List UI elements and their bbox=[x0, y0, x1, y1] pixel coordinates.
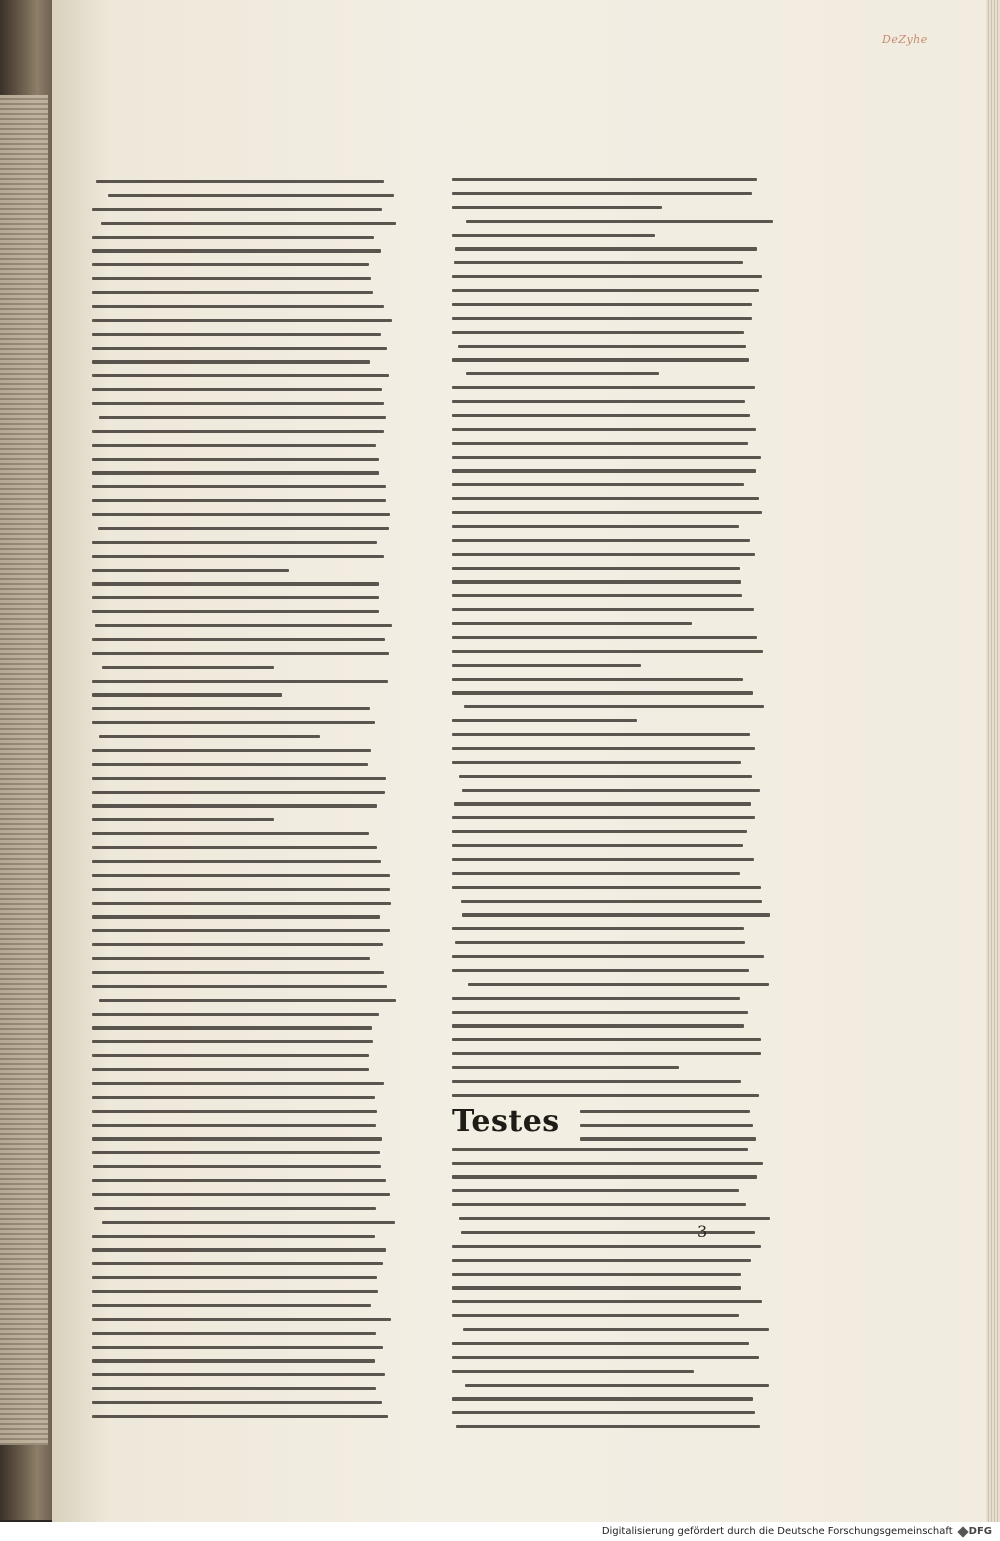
text-line bbox=[92, 1235, 375, 1238]
right-text-column bbox=[452, 178, 764, 1439]
text-line bbox=[92, 471, 379, 474]
text-line bbox=[92, 208, 382, 211]
text-line bbox=[92, 263, 369, 266]
text-line bbox=[92, 513, 390, 516]
text-line bbox=[452, 691, 753, 694]
text-line bbox=[452, 747, 755, 750]
dfg-logo bbox=[959, 1526, 992, 1537]
text-line bbox=[92, 319, 392, 322]
text-line bbox=[462, 913, 770, 916]
text-line bbox=[452, 1356, 759, 1359]
text-line bbox=[92, 902, 391, 905]
text-line bbox=[92, 1373, 385, 1376]
text-line bbox=[452, 1162, 763, 1165]
text-line bbox=[452, 858, 754, 861]
text-line bbox=[92, 707, 370, 710]
text-line bbox=[92, 1415, 388, 1418]
text-line bbox=[452, 1175, 757, 1178]
text-line bbox=[452, 553, 755, 556]
text-line bbox=[452, 192, 752, 195]
text-line bbox=[92, 1318, 391, 1321]
text-line bbox=[92, 555, 384, 558]
text-line bbox=[452, 386, 755, 389]
text-line bbox=[92, 915, 380, 918]
text-line bbox=[452, 872, 740, 875]
dfg-logo-label: DFG bbox=[968, 1526, 992, 1537]
text-line bbox=[93, 1165, 381, 1168]
text-line bbox=[99, 735, 320, 738]
text-line bbox=[452, 400, 745, 403]
text-line bbox=[92, 1262, 383, 1265]
text-line bbox=[452, 594, 742, 597]
text-line bbox=[466, 372, 660, 375]
text-line bbox=[92, 236, 374, 239]
text-line bbox=[92, 582, 379, 585]
text-line bbox=[92, 347, 387, 350]
text-line bbox=[452, 1189, 739, 1192]
text-line bbox=[452, 1273, 741, 1276]
text-line bbox=[92, 402, 384, 405]
text-line bbox=[452, 317, 752, 320]
text-line bbox=[452, 567, 740, 570]
text-line bbox=[92, 305, 384, 308]
text-line bbox=[461, 1231, 755, 1234]
text-line bbox=[452, 1011, 748, 1014]
text-line bbox=[92, 943, 383, 946]
text-line bbox=[92, 1054, 369, 1057]
text-line bbox=[92, 291, 373, 294]
text-line bbox=[92, 1124, 376, 1127]
dfg-logo-icon bbox=[957, 1526, 968, 1537]
text-line bbox=[92, 846, 377, 849]
text-line bbox=[92, 777, 386, 780]
text-line bbox=[452, 303, 752, 306]
text-line bbox=[92, 277, 371, 280]
text-line bbox=[452, 206, 662, 209]
text-line bbox=[92, 374, 389, 377]
text-line bbox=[92, 1193, 390, 1196]
text-line bbox=[452, 1342, 749, 1345]
text-line bbox=[92, 485, 386, 488]
text-line bbox=[452, 1094, 759, 1097]
text-line bbox=[92, 249, 381, 252]
text-line bbox=[452, 234, 655, 237]
text-line bbox=[92, 596, 379, 599]
text-line bbox=[459, 775, 751, 778]
left-text-column bbox=[92, 180, 392, 1429]
text-line bbox=[92, 1068, 369, 1071]
text-line bbox=[92, 749, 371, 752]
text-line bbox=[92, 832, 369, 835]
margin-stamp: DeZyhe bbox=[882, 33, 928, 46]
text-line bbox=[454, 261, 743, 264]
text-line bbox=[452, 1286, 741, 1289]
text-line bbox=[92, 1013, 379, 1016]
text-line bbox=[92, 333, 381, 336]
text-line bbox=[452, 1411, 755, 1414]
text-line bbox=[92, 1137, 382, 1140]
text-line bbox=[92, 360, 370, 363]
text-line bbox=[455, 941, 745, 944]
text-line bbox=[452, 733, 750, 736]
text-line bbox=[94, 1207, 375, 1210]
section-heading-row bbox=[452, 1103, 764, 1144]
text-line bbox=[456, 1425, 761, 1428]
text-line bbox=[465, 1384, 769, 1387]
text-line bbox=[452, 719, 637, 722]
text-line bbox=[98, 527, 389, 530]
text-line bbox=[468, 983, 769, 986]
text-line bbox=[459, 1217, 769, 1220]
text-line bbox=[92, 1096, 375, 1099]
text-line bbox=[461, 900, 762, 903]
text-line bbox=[455, 247, 757, 250]
text-line bbox=[92, 763, 368, 766]
folio-number: 3 bbox=[697, 1222, 708, 1241]
text-line bbox=[452, 1052, 761, 1055]
text-line bbox=[92, 1401, 382, 1404]
text-line bbox=[452, 1245, 761, 1248]
text-line bbox=[92, 1387, 376, 1390]
right-column-upper-text bbox=[452, 178, 764, 1097]
text-line bbox=[452, 608, 754, 611]
text-line bbox=[452, 525, 739, 528]
text-line bbox=[92, 1304, 371, 1307]
text-line bbox=[92, 985, 387, 988]
text-line bbox=[452, 622, 692, 625]
text-line bbox=[92, 680, 388, 683]
text-line bbox=[452, 678, 743, 681]
text-line bbox=[452, 886, 761, 889]
text-line bbox=[92, 971, 384, 974]
text-line bbox=[462, 789, 760, 792]
footer-text: Digitalisierung gefördert durch die Deutsche Forschungsgemeinschaft bbox=[601, 1526, 953, 1537]
text-line bbox=[452, 469, 756, 472]
left-page-edge bbox=[0, 95, 48, 1445]
text-line bbox=[452, 997, 740, 1000]
text-line bbox=[452, 539, 750, 542]
text-line bbox=[580, 1110, 750, 1113]
text-line bbox=[92, 721, 375, 724]
text-line bbox=[580, 1124, 753, 1127]
section-heading: Testes bbox=[452, 1103, 560, 1139]
text-line bbox=[92, 499, 386, 502]
text-line bbox=[102, 1221, 395, 1224]
text-line bbox=[452, 1148, 748, 1151]
text-line bbox=[452, 830, 747, 833]
text-line bbox=[463, 1328, 769, 1331]
text-line bbox=[452, 580, 741, 583]
text-line bbox=[92, 444, 376, 447]
text-line bbox=[92, 929, 390, 932]
text-line bbox=[92, 804, 377, 807]
text-line bbox=[92, 388, 382, 391]
text-line bbox=[452, 955, 764, 958]
text-line bbox=[92, 1179, 386, 1182]
text-line bbox=[92, 874, 390, 877]
text-line bbox=[452, 1024, 744, 1027]
text-line bbox=[580, 1137, 756, 1140]
text-line bbox=[92, 610, 379, 613]
text-line bbox=[452, 1066, 679, 1069]
text-line bbox=[92, 791, 385, 794]
text-line bbox=[452, 289, 759, 292]
text-line bbox=[452, 761, 741, 764]
text-line bbox=[454, 802, 750, 805]
text-line bbox=[452, 650, 763, 653]
text-line bbox=[452, 456, 761, 459]
text-line bbox=[452, 275, 762, 278]
text-line bbox=[452, 1203, 746, 1206]
text-line bbox=[458, 345, 745, 348]
text-line bbox=[452, 844, 743, 847]
text-line bbox=[92, 1082, 384, 1085]
text-line bbox=[92, 693, 282, 696]
text-line bbox=[92, 1332, 376, 1335]
text-line bbox=[452, 178, 757, 181]
text-line bbox=[92, 458, 379, 461]
text-line bbox=[452, 1080, 741, 1083]
text-line bbox=[92, 1346, 383, 1349]
text-line bbox=[92, 888, 390, 891]
text-line bbox=[452, 1370, 694, 1373]
text-line bbox=[92, 1110, 377, 1113]
text-line bbox=[92, 652, 389, 655]
text-line bbox=[92, 1040, 373, 1043]
text-line bbox=[452, 428, 756, 431]
text-line bbox=[96, 180, 384, 183]
text-line bbox=[452, 442, 748, 445]
footer-bar bbox=[0, 1522, 1000, 1541]
text-line bbox=[452, 816, 755, 819]
text-line bbox=[92, 1151, 380, 1154]
text-line bbox=[452, 331, 744, 334]
text-line bbox=[92, 1276, 377, 1279]
text-line bbox=[92, 569, 289, 572]
page-fore-edge bbox=[986, 0, 1000, 1522]
text-line bbox=[95, 624, 393, 627]
text-line bbox=[466, 220, 773, 223]
text-line bbox=[452, 358, 749, 361]
text-line bbox=[99, 416, 386, 419]
text-line bbox=[99, 999, 396, 1002]
text-line bbox=[92, 430, 384, 433]
text-line bbox=[452, 1314, 739, 1317]
text-line bbox=[452, 414, 750, 417]
text-line bbox=[452, 1397, 753, 1400]
text-line bbox=[92, 1026, 372, 1029]
text-line bbox=[452, 1300, 762, 1303]
text-line bbox=[452, 483, 744, 486]
text-line bbox=[452, 664, 641, 667]
text-line bbox=[92, 638, 385, 641]
heading-side-text bbox=[580, 1110, 764, 1152]
text-line bbox=[102, 666, 274, 669]
text-line bbox=[92, 541, 377, 544]
text-line bbox=[92, 957, 370, 960]
text-line bbox=[92, 1290, 378, 1293]
text-line bbox=[452, 497, 759, 500]
text-line bbox=[92, 860, 381, 863]
text-line bbox=[92, 818, 274, 821]
text-line bbox=[452, 511, 762, 514]
text-line bbox=[101, 222, 396, 225]
text-line bbox=[452, 636, 757, 639]
text-line bbox=[464, 705, 765, 708]
text-line bbox=[452, 1259, 751, 1262]
right-column-lower-text bbox=[452, 1148, 764, 1429]
text-line bbox=[452, 927, 744, 930]
text-line bbox=[92, 1248, 386, 1251]
text-line bbox=[452, 1038, 761, 1041]
text-line bbox=[452, 969, 749, 972]
text-line bbox=[92, 1359, 375, 1362]
text-line bbox=[108, 194, 395, 197]
